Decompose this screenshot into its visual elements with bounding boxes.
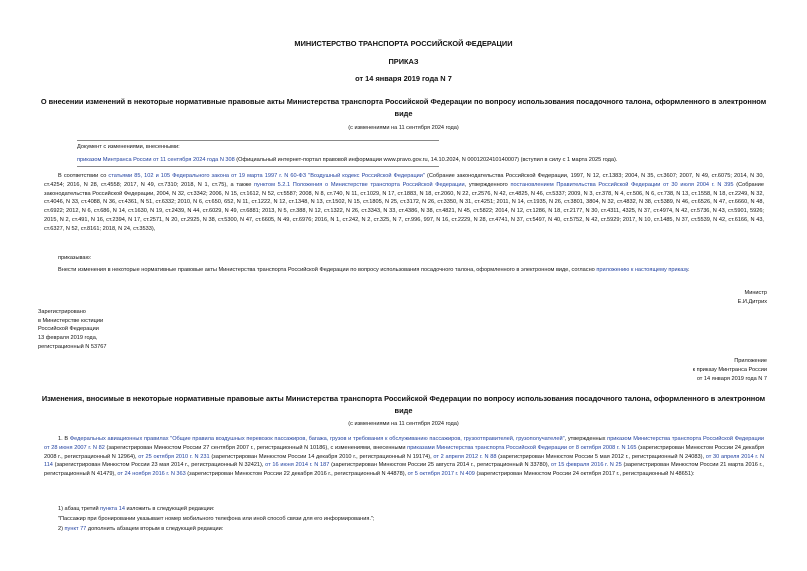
order-165-link[interactable]: приказами Министерства транспорта Российской Федерации от 8 октября 2008 г. N 165: [407, 444, 637, 451]
order-114-link[interactable]: от 30 апреля 2014 г. N 114: [44, 453, 764, 469]
sub-item-2: [44, 525, 223, 534]
item-text: (зарегистрирован Минюстом России 22 декабря 2016 г., регистрационный N 44878),: [185, 471, 408, 478]
order-409-link[interactable]: от 5 октября 2017 г. N 409: [407, 471, 475, 478]
point-14-link[interactable]: пункта 14: [100, 506, 125, 512]
registration-line: Российской Федерации: [38, 326, 99, 332]
government-decree-link[interactable]: постановлением Правительства Российской Федерации от 30 июля 2004 г. N 395: [510, 181, 734, 188]
item-text: (зарегистрирован Минюстом России 24 декабря 2008 г., регистрационный N 12964),: [44, 444, 764, 460]
appendix-title: Изменения, вносимые в некоторые нормативные правовые акты Министерства транспорта Российской Федерации по вопросу использования посадочного талона, оформленного в электронном виде: [41, 394, 766, 415]
appendix-label: к приказу Минтранса России: [692, 367, 767, 373]
item-text: (зарегистрирован Минюстом России 14 декабря 2010 г., регистрационный N 19174),: [209, 453, 434, 460]
item-text: 1. В: [58, 436, 70, 442]
order-231-link[interactable]: от 25 октября 2010 г. N 231: [138, 453, 210, 460]
order-paragraph: [44, 266, 764, 275]
amendment-rest: (Официальный интернет-портал правовой информации www.pravo.gov.ru, 14.10.2024, N 0001202410140007) (вступил в силу с 1 марта 2025 года).: [234, 156, 618, 163]
preamble-text: (Собрание законодательства Российской Федерации, 2004, N 32, ст.3342; 2006, N 15, ст.1612, N 52, ст.5587; 2008, N 8, ст.740, N 11, ст.1029, N 17, ст.1883, N 18, ст.2060, N 22, ст.2576, N 42, ст.4825, N 46, ст.5337; 2009, N 3, ст.378, N 4, ст.506, N 6, ст.738, N 13, ст.1558, N 18, ст.2249, N 32, ст.4046, N 33, ст.4088, N 36, ст.4361, N 51, ст.6332; 2010, N 6, ст.650, 652, N 11, ст.1222, N 12, ст.1348, N 13, ст.1502, N 15, ст.1805, N 25, ст.3172, N 26, ст.3350, N 31, ст.4251; 2011, N 14, ст.1935, N 26, ст.3801, 3804, N 32, ст.4832, N 38, ст.5389, N 46, ст.6526, N 47, ст.6660, N 48, ст.6922; 2012, N 6, ст.686, N 14, ст.1630, N 19, ст.2439, N 44, ст.6029, N 49, ст.6881; 2013, N 5, ст.388, N 12, ст.1322, N 26, ст.3343, N 33, ст.4386, N 38, ст.4821, N 45, ст.5822; 2014, N 12, ст.1286, N 18, ст.2177, N 30, ст.4311, 4325, N 37, ст.4974, N 42, ст.5736, N 43, ст.5901, 5926; 2015, N 2, ст.491, N 16, ст.2394, N 17, ст.2571, N 20, ст.2925, N 38, ст.5300, N 47, ст.6605, N 49, ст.6976; 2016, N 1, ст.242, N 2, ст.325, N 7, ст.996, 997, N 16, ст.2229, N 28, ст.4741, N 37, ст.5497, N 40, ст.5752, N 42, ст.5929; 2017, N 10, ст.1485, N 37, ст.5539, N 42, ст.6166, N 43, ст.6327, N 52, ст.8161; 2018, N 24, ст.3533),: [44, 181, 764, 232]
ministry-header: МИНИСТЕРСТВО ТРАНСПОРТА РОССИЙСКОЙ ФЕДЕРАЦИИ: [294, 39, 513, 48]
appendix-label: Приложение: [734, 358, 767, 364]
revision-note: (с изменениями на 11 сентября 2024 года): [348, 125, 459, 131]
quote-1: "Пассажир при бронировании указывает номер мобильного телефона или иной способ связи для его информирования.";: [58, 516, 375, 522]
order-text: .: [687, 267, 690, 273]
amendments-block: [77, 143, 737, 165]
regulation-link[interactable]: пунктом 5.2.1 Положения о Министерстве транспорта Российской Федерации: [254, 181, 465, 188]
order-text: Внести изменения в некоторые нормативные правовые акты Министерства транспорта Российской Федерации по вопросу использования посадочного талона, оформленного в электронном виде, согласно: [58, 267, 597, 273]
registration-line: 13 февраля 2019 года,: [38, 335, 98, 341]
preamble-text: В соответствии со: [58, 173, 109, 179]
signer-name: Е.И.Дитрих: [737, 299, 767, 305]
sub-item-text: 1) абзац третий: [58, 506, 101, 512]
doc-type-header: ПРИКАЗ: [388, 57, 419, 66]
item-text: (зарегистрирован Минюстом России 23 мая 2014 г., регистрационный N 32421),: [52, 462, 266, 469]
order-25-link[interactable]: от 15 февраля 2016 г. N 25: [550, 462, 622, 469]
point-77-link[interactable]: пункт 77: [64, 526, 87, 532]
registration-line: регистрационный N 53767: [38, 344, 107, 350]
item-text: (зарегистрирован Минюстом России 25 августа 2014 г., регистрационный N 33780),: [329, 462, 551, 469]
item-text: , утвержденных: [564, 436, 608, 442]
sub-item-1: [44, 505, 214, 514]
registration-line: Зарегистрировано: [38, 309, 86, 315]
preamble-paragraph: [44, 172, 764, 234]
order-88-link[interactable]: от 2 апреля 2012 г. N 88: [433, 453, 497, 460]
appendix-revision-note: (с изменениями на 11 сентября 2024 года): [348, 421, 459, 427]
sub-item-text: дополнить абзацем вторым в следующей редакции:: [86, 526, 224, 532]
divider-bottom: [77, 166, 439, 167]
fap-link[interactable]: Федеральных авиационных правилах "Общие правила воздушных перевозок пассажиров, багажа, грузов и требования к обслуживанию пассажиров, грузоотправителей, грузополучателей": [69, 436, 565, 442]
order-187-link[interactable]: от 16 июня 2014 г. N 187: [265, 462, 330, 469]
item-text: (зарегистрирован Минюстом России 24 октября 2017 г., регистрационный N 48651):: [474, 471, 695, 478]
amendments-intro: Документ с изменениями, внесенными:: [77, 144, 180, 150]
sub-item-text: изложить в следующей редакции:: [124, 506, 215, 512]
appendix-label: от 14 января 2019 года N 7: [696, 376, 767, 382]
preamble-text: (Собрание законодательства Российской Федерации, 1997, N 12, ст.1383; 2004, N 35, ст.3607; 2007, N 49, ст.6075; 2014, N 30, ст.4254; 2016, N 28, ст.4558; 2017, N 49, ст.7310; 2018, N 1, ст.75), а также: [44, 173, 764, 188]
amendment-link[interactable]: приказом Минтранса России от 11 сентября 2024 года N 308: [77, 156, 235, 163]
amendments-line: [77, 156, 737, 165]
sub-item-text: 2): [58, 526, 65, 532]
date-number-header: от 14 января 2019 года N 7: [355, 74, 452, 83]
item-text: (зарегистрирован Минюстом России 27 сентября 2007 г., регистрационный N 10186), с изменениями, внесенными: [104, 444, 408, 451]
item-text: (зарегистрирован Минюстом России 5 мая 2012 г., регистрационный N 24083),: [496, 453, 706, 460]
order-82-link[interactable]: приказом Министерства транспорта Российской Федерации от 28 июня 2007 г. N 82: [44, 436, 764, 451]
document-title: О внесении изменений в некоторые нормативные правовые акты Министерства транспорта Российской Федерации по вопросу использования посадочного талона, оформленного в электронном виде: [40, 97, 767, 118]
item-1-paragraph: [44, 435, 764, 479]
order-word: приказываю:: [58, 255, 92, 261]
divider-top: [77, 140, 439, 141]
appendix-link[interactable]: приложению к настоящему приказу: [596, 267, 688, 273]
order-363-link[interactable]: от 24 ноября 2016 г. N 363: [117, 471, 186, 478]
signer-position: Министр: [744, 290, 767, 296]
preamble-text: , утвержденного: [464, 181, 511, 188]
registration-line: в Министерстве юстиции: [38, 318, 104, 324]
item-text: (зарегистрирован Минюстом России 21 марта 2016 г., регистрационный N 41479),: [44, 462, 764, 478]
air-code-link[interactable]: статьями 85, 102 и 105 Федерального закона от 19 марта 1997 г. N 60-ФЗ "Воздушный кодекс Российской Федерации": [108, 173, 425, 179]
